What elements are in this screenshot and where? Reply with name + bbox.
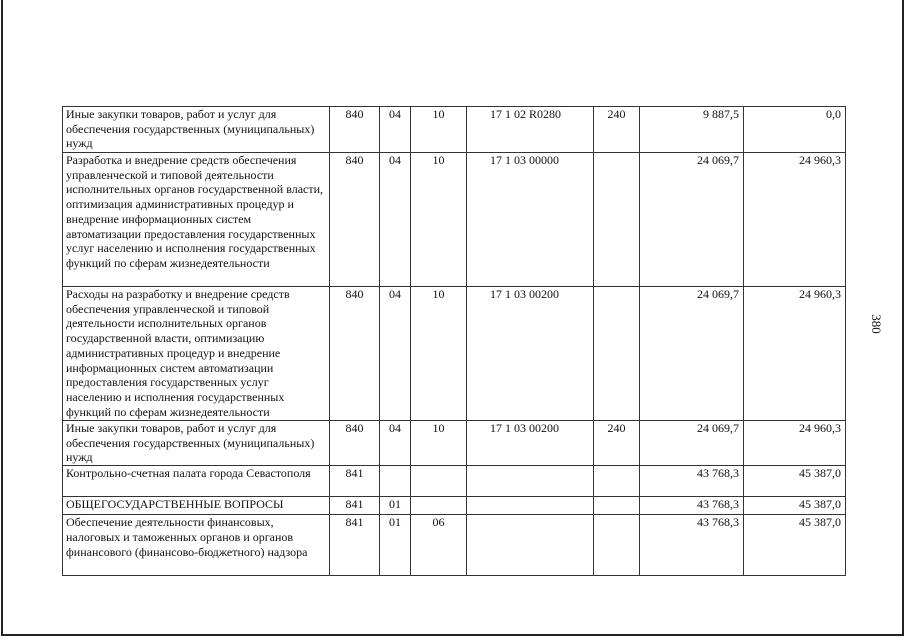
- page-border-left: [1, 0, 3, 634]
- cell-pr: 10: [411, 153, 467, 287]
- cell-csr: [467, 515, 594, 576]
- cell-sum-2: 45 387,0: [744, 497, 846, 515]
- cell-ved: 840: [330, 287, 380, 421]
- cell-csr: 17 1 03 00200: [467, 287, 594, 421]
- cell-pr: 10: [411, 107, 467, 153]
- cell-pr: 06: [411, 515, 467, 576]
- table-row: [63, 466, 846, 497]
- table-row: [63, 287, 846, 421]
- cell-ved: 841: [330, 466, 380, 497]
- cell-csr: 17 1 03 00200: [467, 421, 594, 466]
- table-row: [63, 153, 846, 287]
- row-name: Расходы на разработку и внедрение средств обеспечения управленческой и типовой деятельности исполнительных органов государственной власти, оптимизацию административных процедур и внедрение информационных систем автоматизации предоставления государственных услуг населению и исполнения государственных функций по сферам жизнедеятельности: [63, 287, 330, 421]
- cell-sum-2: 24 960,3: [744, 153, 846, 287]
- cell-sum-2: 0,0: [744, 107, 846, 153]
- cell-vr: [594, 287, 640, 421]
- table-row: [63, 515, 846, 576]
- cell-vr: [594, 515, 640, 576]
- cell-vr: 240: [594, 421, 640, 466]
- cell-rz: 04: [380, 421, 411, 466]
- cell-vr: [594, 466, 640, 497]
- budget-table: [62, 106, 846, 576]
- row-name: Иные закупки товаров, работ и услуг для обеспечения государственных (муниципальных) нужд: [63, 107, 330, 153]
- row-name: Обеспечение деятельности финансовых, налоговых и таможенных органов и органов финансового (финансово-бюджетного) надзора: [63, 515, 330, 576]
- cell-csr: [467, 497, 594, 515]
- cell-rz: 01: [380, 515, 411, 576]
- page-border-bottom: [1, 634, 904, 636]
- cell-sum-1: 24 069,7: [640, 153, 744, 287]
- cell-sum-1: 24 069,7: [640, 421, 744, 466]
- cell-pr: 10: [411, 287, 467, 421]
- cell-csr: 17 1 02 R0280: [467, 107, 594, 153]
- row-name: Контрольно-счетная палата города Севастополя: [63, 466, 330, 497]
- table-row: [63, 107, 846, 153]
- table-row: [63, 497, 846, 515]
- row-name: Иные закупки товаров, работ и услуг для обеспечения государственных (муниципальных) нужд: [63, 421, 330, 466]
- cell-vr: 240: [594, 107, 640, 153]
- cell-rz: 04: [380, 287, 411, 421]
- cell-sum-1: 24 069,7: [640, 287, 744, 421]
- row-name: Разработка и внедрение средств обеспечения управленческой и типовой деятельности исполнительных органов государственной власти, оптимизация административных процедур и внедрение информационных систем автоматизации предоставления государственных услуг населению и исполнения государственных функций по сферам жизнедеятельности: [63, 153, 330, 287]
- page-number: 380: [869, 314, 884, 334]
- cell-rz: 04: [380, 107, 411, 153]
- cell-pr: [411, 497, 467, 515]
- cell-csr: [467, 466, 594, 497]
- cell-sum-1: 43 768,3: [640, 497, 744, 515]
- cell-sum-1: 43 768,3: [640, 466, 744, 497]
- cell-ved: 840: [330, 421, 380, 466]
- cell-sum-1: 9 887,5: [640, 107, 744, 153]
- cell-sum-2: 45 387,0: [744, 466, 846, 497]
- cell-sum-2: 24 960,3: [744, 421, 846, 466]
- cell-rz: [380, 466, 411, 497]
- cell-ved: 840: [330, 107, 380, 153]
- page-border-right: [902, 0, 904, 634]
- cell-csr: 17 1 03 00000: [467, 153, 594, 287]
- cell-sum-1: 43 768,3: [640, 515, 744, 576]
- table-row: [63, 421, 846, 466]
- row-name: ОБЩЕГОСУДАРСТВЕННЫЕ ВОПРОСЫ: [63, 497, 330, 515]
- cell-ved: 841: [330, 515, 380, 576]
- cell-vr: [594, 497, 640, 515]
- cell-ved: 840: [330, 153, 380, 287]
- cell-rz: 04: [380, 153, 411, 287]
- cell-vr: [594, 153, 640, 287]
- cell-sum-2: 24 960,3: [744, 287, 846, 421]
- cell-pr: 10: [411, 421, 467, 466]
- cell-rz: 01: [380, 497, 411, 515]
- cell-ved: 841: [330, 497, 380, 515]
- cell-sum-2: 45 387,0: [744, 515, 846, 576]
- cell-pr: [411, 466, 467, 497]
